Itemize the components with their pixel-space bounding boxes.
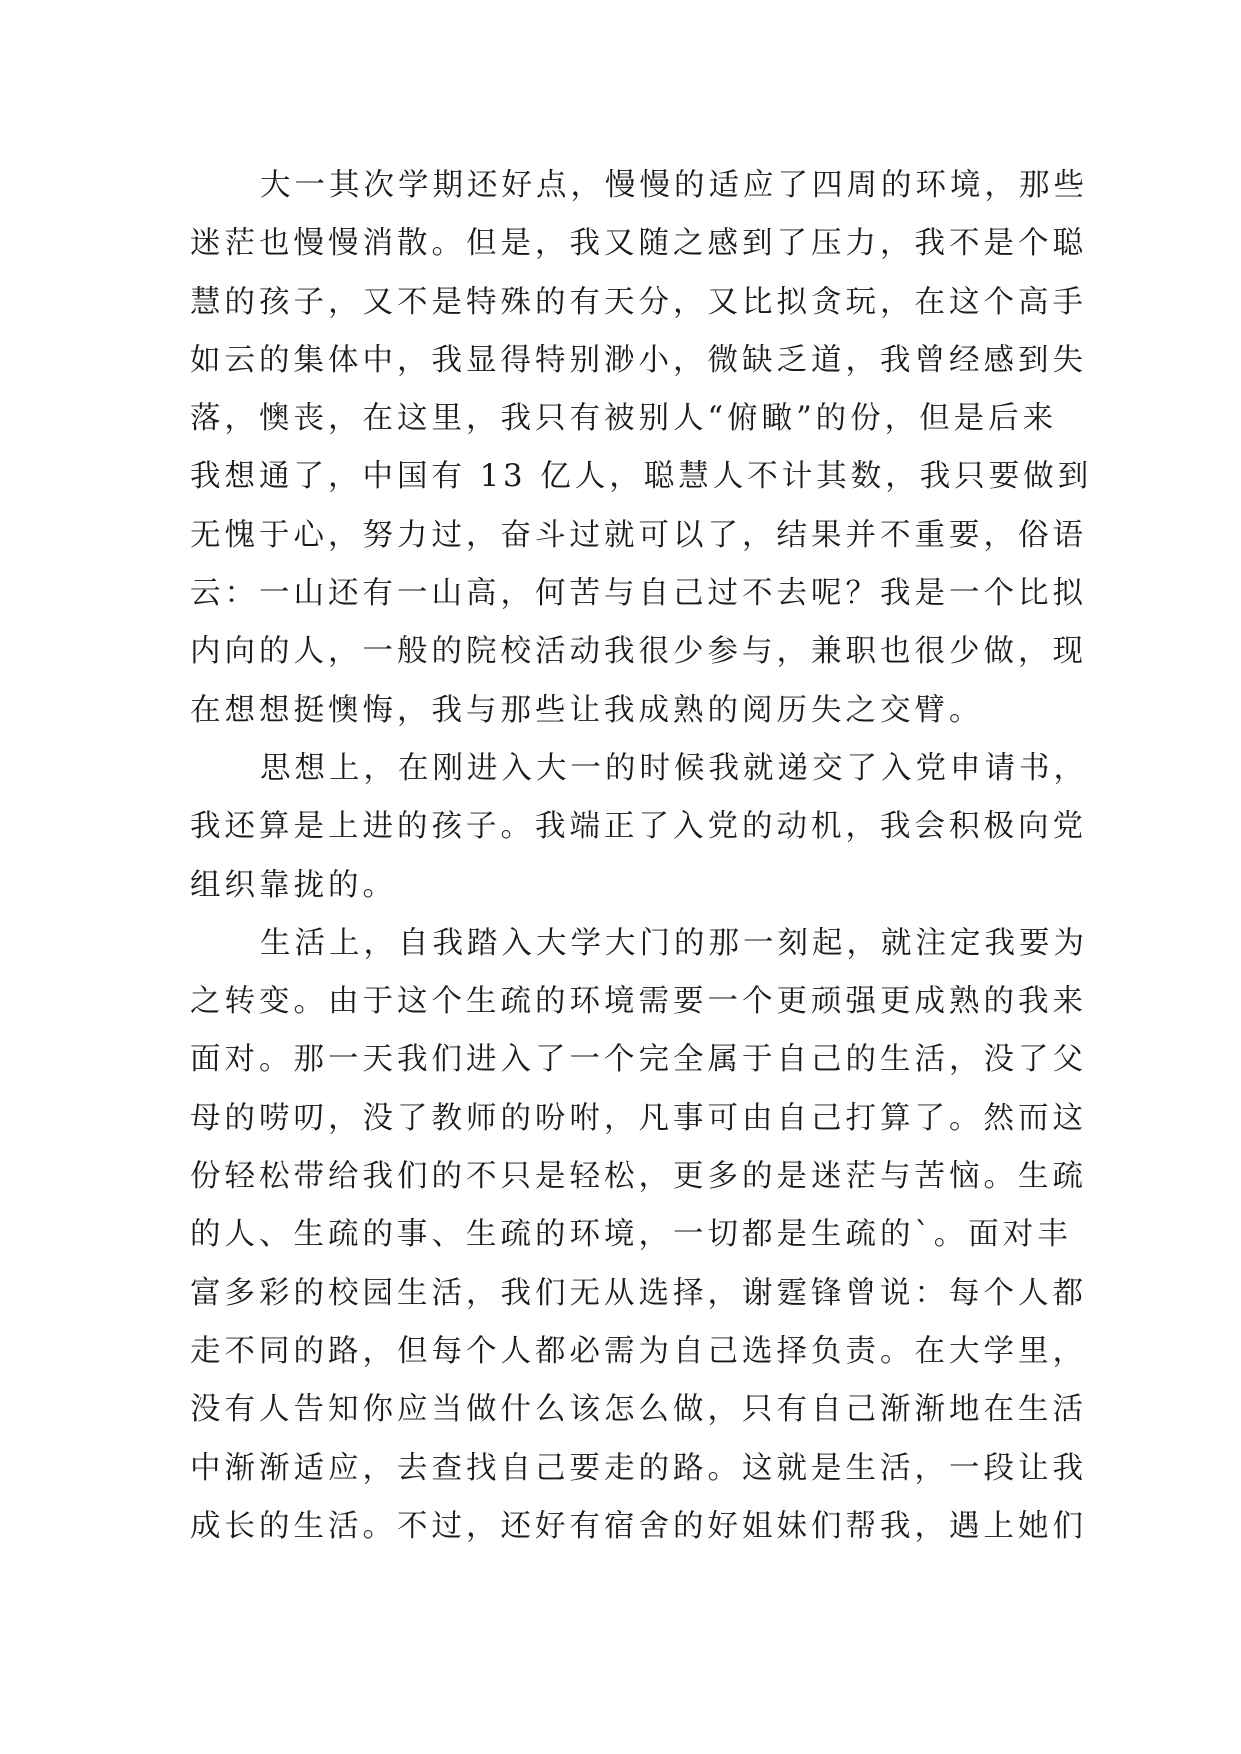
- paragraph-3-line: 中渐渐适应，去查找自己要走的路。这就是生活，一段让我: [190, 1450, 1087, 1486]
- paragraph-3-line: 生活上，自我踏入大学大门的那一刻起，就注定我要为: [260, 925, 1088, 961]
- paragraph-1-line: 如云的集体中，我显得特别渺小，微缺乏道，我曾经感到失: [190, 342, 1087, 378]
- paragraph-3-line: 的人、生疏的事、生疏的环境，一切都是生疏的`。面对丰: [190, 1217, 1072, 1253]
- paragraph-1-line: 云：一山还有一山高，何苦与自己过不去呢？我是一个比拟: [190, 576, 1087, 612]
- paragraph-3-line: 走不同的路，但每个人都必需为自己选择负责。在大学里，: [190, 1333, 1087, 1369]
- paragraph-1-line: 大一其次学期还好点，慢慢的适应了四周的环境，那些: [260, 168, 1088, 203]
- paragraph-1-line: 我想通了，中国有 13 亿人，聪慧人不计其数，我只要做到: [190, 459, 1093, 495]
- paragraph-3-line: 没有人告知你应当做什么该怎么做，只有自己渐渐地在生活: [190, 1392, 1087, 1428]
- paragraph-2-line: 我还算是上进的孩子。我端正了入党的动机，我会积极向党: [190, 809, 1087, 845]
- paragraph-1-line: 慧的孩子，又不是特殊的有天分，又比拟贪玩，在这个高手: [190, 284, 1087, 320]
- paragraph-3-line: 成长的生活。不过，还好有宿舍的好姐妹们帮我，遇上她们: [190, 1508, 1087, 1544]
- document-body: [190, 157, 1093, 1556]
- paragraph-3-line: 母的唠叨，没了教师的吩咐，凡事可由自己打算了。然而这: [190, 1100, 1087, 1136]
- paragraph-3-line: 富多彩的校园生活，我们无从选择，谢霆锋曾说：每个人都: [190, 1275, 1087, 1311]
- paragraph-1-line: 内向的人，一般的院校活动我很少参与，兼职也很少做，现: [190, 634, 1087, 670]
- paragraph-3-line: 面对。那一天我们进入了一个完全属于自己的生活，没了父: [190, 1042, 1087, 1078]
- paragraph-1-line: 落，懊丧，在这里，我只有被别人“俯瞰”的份，但是后来: [190, 401, 1058, 437]
- paragraph-1-line: 迷茫也慢慢消散。但是，我又随之感到了压力，我不是个聪: [190, 226, 1087, 262]
- paragraph-3-line: 份轻松带给我们的不只是轻松，更多的是迷茫与苦恼。生疏: [190, 1159, 1087, 1195]
- paragraph-1-line: 无愧于心，努力过，奋斗过就可以了，结果并不重要，俗语: [190, 517, 1087, 553]
- paragraph-2-line: 思想上，在刚进入大一的时候我就递交了入党申请书，: [260, 750, 1088, 786]
- paragraph-3-line: 之转变。由于这个生疏的环境需要一个更顽强更成熟的我来: [190, 984, 1087, 1020]
- paragraph-2-line: 组织靠拢的。: [190, 867, 397, 903]
- paragraph-1-line: 在想想挺懊悔，我与那些让我成熟的阅历失之交臂。: [190, 692, 984, 728]
